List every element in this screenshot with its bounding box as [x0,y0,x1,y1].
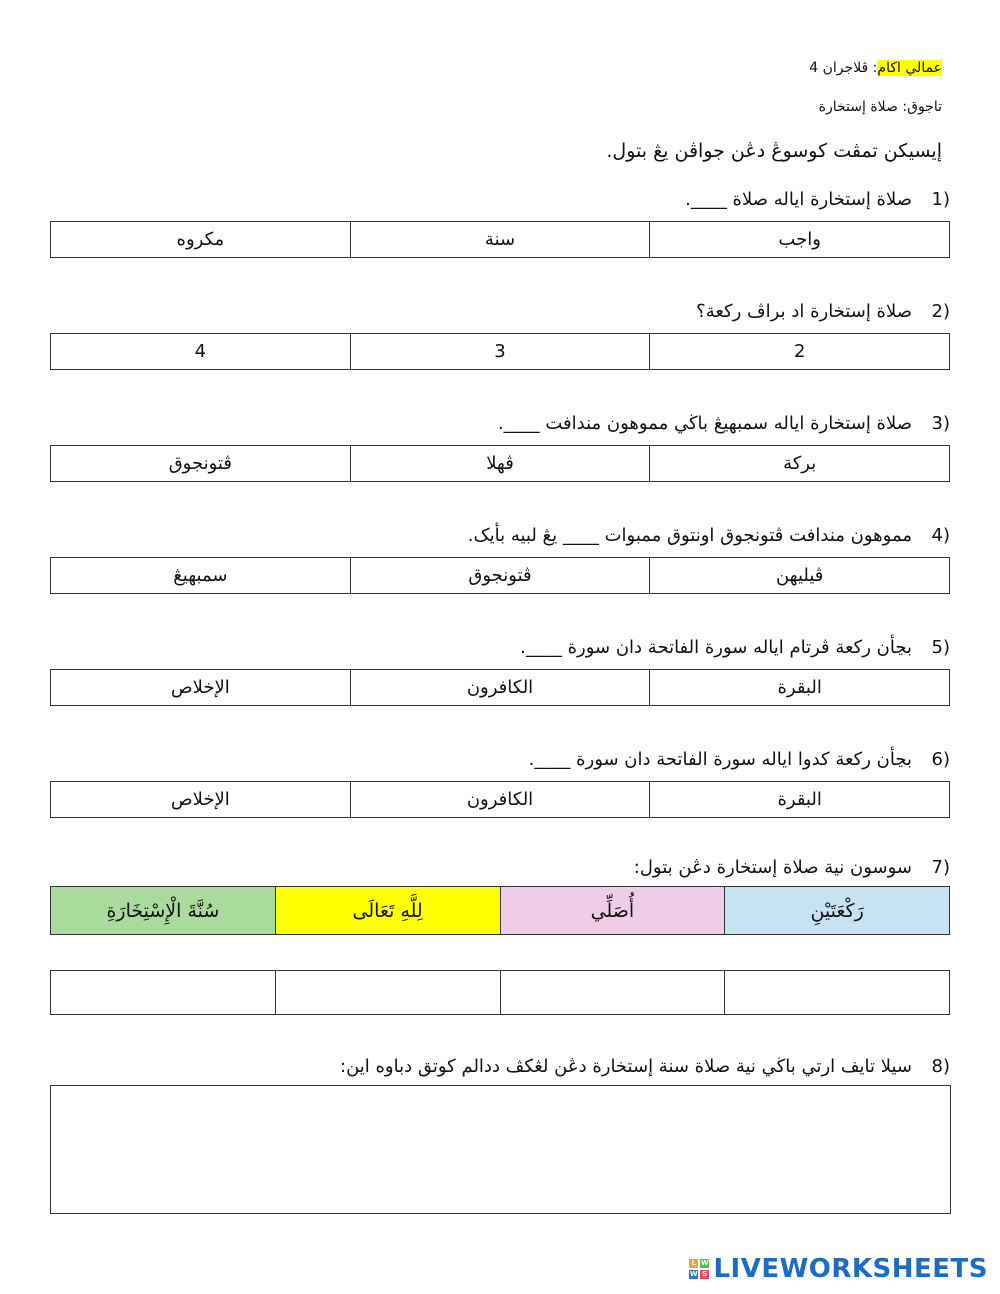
option-cell[interactable]: ڤتونجوق [51,446,351,482]
class-label: : ڤلاجران 4 [809,60,878,76]
options-table [50,221,950,258]
niat-word-tile[interactable]: لِلَّهِ تَعَالَى [275,887,500,935]
option-cell[interactable]: الإخلاص [51,782,351,818]
question-number: 8) [931,1056,950,1077]
question-number: 6) [931,749,950,770]
question-text: سوسون نية صلاة إستخارة دڠن بتول: [633,857,912,878]
option-cell[interactable]: ڤيليهن [650,558,950,594]
option-cell[interactable]: الإخلاص [51,670,351,706]
options-table [50,557,950,594]
option-cell[interactable]: واجب [650,222,950,258]
option-cell[interactable]: ڤتونجوق [350,558,650,594]
question-number: 4) [931,525,950,546]
option-cell[interactable]: ڤهلا [350,446,650,482]
question-text: صلاة إستخارة اياله سمبهيڠ باڬي مموهون مندافت ____. [497,413,912,434]
options-table [50,445,950,482]
option-cell[interactable]: سنة [350,222,650,258]
question-text: بڃأن ركعة كدوا اياله سورة الفاتحة دان سورة ____. [528,749,912,770]
drop-slot[interactable] [500,971,725,1015]
option-cell[interactable]: 3 [350,334,650,370]
option-cell[interactable]: الكافرون [350,670,650,706]
worksheet-header-class [809,60,942,76]
logo-text: LIVEWORKSHEETS [713,1254,988,1284]
option-cell[interactable]: سمبهيڠ [51,558,351,594]
question-number: 7) [931,857,950,878]
drop-slot[interactable] [51,971,276,1015]
options-table [50,781,950,818]
option-cell[interactable]: مكروه [51,222,351,258]
question-text: صلاة إستخارة اد براڤ ركعة؟ [696,301,912,322]
instruction: إيسيكن تمڤت كوسوڠ دڠن جواڤن يڠ بتول. [606,140,942,162]
option-cell[interactable]: البقرة [650,670,950,706]
question-number: 3) [931,413,950,434]
question-text: مموهون مندافت ڤتونجوق اونتوق ممبوات ____ يڠ لبيه بأيک. [467,525,912,546]
niat-words-table [50,886,950,935]
niat-drop-table [50,970,950,1015]
question-text: سيلا تايف ارتي باڬي نية صلاة سنة إستخارة دڠن لڠكڤ ددالم كوتق دباوه اين: [340,1056,912,1077]
logo-mark-icon: L W W S [689,1259,710,1278]
option-cell[interactable]: 4 [51,334,351,370]
name-label-highlight: عمالي اكام [877,60,942,76]
niat-word-tile[interactable]: رَكْعَتَيْنِ [725,887,950,935]
question-number: 5) [931,637,950,658]
drop-slot[interactable] [275,971,500,1015]
option-cell[interactable]: 2 [650,334,950,370]
question-number: 2) [931,301,950,322]
options-table [50,333,950,370]
niat-word-tile[interactable]: أُصَلِّي [500,887,725,935]
option-cell[interactable]: بركة [650,446,950,482]
drop-slot[interactable] [725,971,950,1015]
niat-word-tile[interactable]: سُنَّةَ الْإِسْتِخَارَةِ [51,887,276,935]
question-number: 1) [931,189,950,210]
answer-textbox[interactable] [50,1085,951,1214]
question-text: بڃأن ركعة ڤرتام اياله سورة الفاتحة دان سورة ____. [520,637,912,658]
options-table [50,669,950,706]
liveworksheets-logo [689,1254,988,1284]
option-cell[interactable]: البقرة [650,782,950,818]
question-text: صلاة إستخارة اياله صلاة ____. [685,189,912,210]
topic-line: تاجوق: صلاة إستخارة [818,99,942,115]
option-cell[interactable]: الكافرون [350,782,650,818]
